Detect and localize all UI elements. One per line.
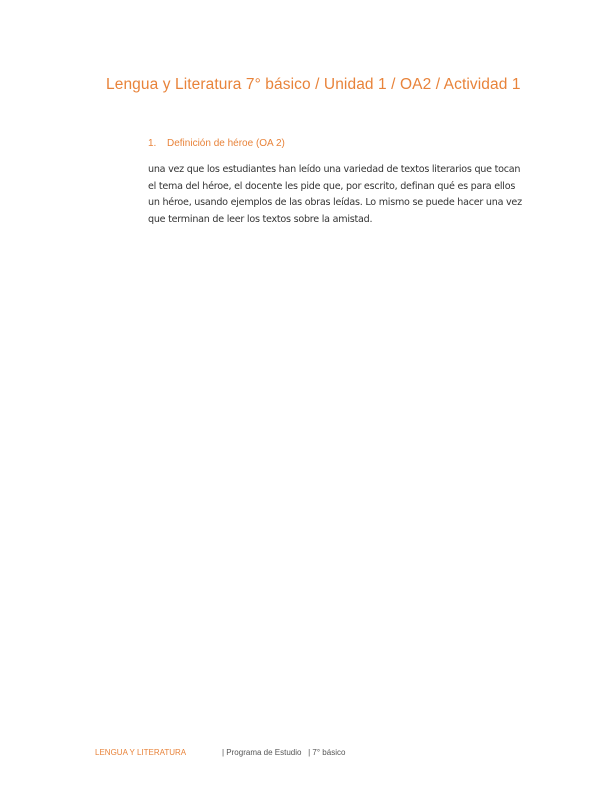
section-number: 1. xyxy=(148,138,157,149)
footer-subject: LENGUA Y LITERATURA xyxy=(95,748,187,757)
footer-program: | Programa de Estudio xyxy=(222,748,302,757)
page-footer xyxy=(95,748,346,757)
paragraph-line: el tema del héroe, el docente les pide que, por escrito, definan qué es para ellos xyxy=(148,180,516,192)
section-heading xyxy=(148,138,285,149)
paragraph-line: un héroe, usando ejemplos de las obras leídas. Lo mismo se puede hacer una vez xyxy=(148,197,522,208)
paragraph-line: que terminan de leer los textos sobre la amistad. xyxy=(148,213,373,225)
section-title: Definición de héroe (OA 2) xyxy=(167,138,285,149)
paragraph-line: una vez que los estudiantes han leído una variedad de textos literarios que tocan xyxy=(148,164,521,175)
activity-paragraph xyxy=(148,162,523,228)
footer-grade: | 7° básico xyxy=(308,748,346,757)
page-title: Lengua y Literatura 7° básico / Unidad 1 / OA2 / Actividad 1 xyxy=(106,76,521,93)
